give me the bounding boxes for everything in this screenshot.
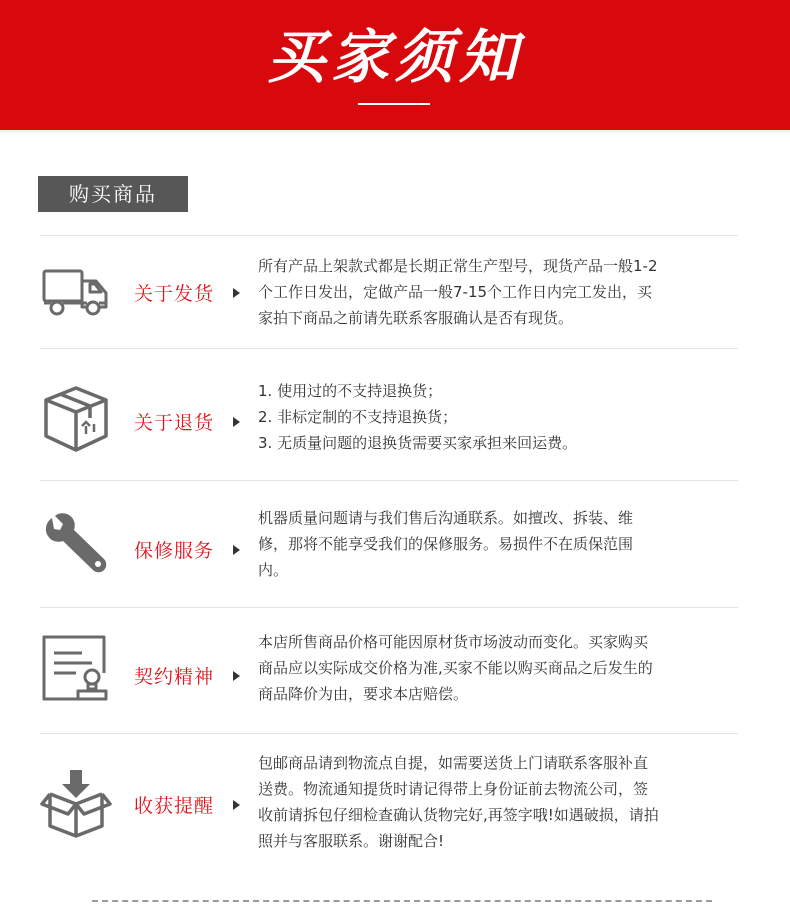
item-description: [258, 629, 746, 707]
arrow-right-icon: [233, 417, 240, 427]
description-line: 家拍下商品之前请先联系客服确认是否有现货。: [258, 309, 574, 327]
description-line: 2. 非标定制的不支持退换货；: [258, 408, 458, 426]
notice-item-contract: [0, 625, 790, 725]
divider: [40, 607, 738, 608]
arrow-right-icon: [233, 545, 240, 555]
dashed-divider: [92, 900, 712, 902]
description-line: 机器质量问题请与我们售后沟通联系。如擅改、拆装、维: [258, 509, 634, 527]
description-line: 3. 无质量问题的退换货需要买家承担来回运费。: [258, 434, 578, 452]
arrow-right-icon: [233, 288, 240, 298]
item-label: 契约精神: [134, 666, 215, 688]
divider: [40, 733, 738, 734]
description-line: 商品应以实际成交价格为准,买家不能以购买商品之后发生的: [258, 659, 653, 677]
description-line: 个工作日发出，定做产品一般7-15个工作日内完工发出，买: [258, 283, 653, 301]
item-label: 关于发货: [134, 283, 215, 305]
description-line: 照并与客服联系。谢谢配合!: [258, 832, 445, 850]
notice-item-warranty: [0, 500, 790, 600]
divider: [40, 235, 738, 236]
description-line: 1. 使用过的不支持退换货；: [258, 382, 443, 400]
item-description: [258, 750, 746, 854]
description-line: 修，那将不能享受我们的保修服务。易损件不在质保范围: [258, 535, 634, 553]
page-title: 买家须知: [266, 23, 523, 91]
notice-item-shipping: [0, 248, 790, 338]
description-line: 内。: [258, 561, 289, 579]
item-description: [258, 378, 746, 456]
item-label: 保修服务: [134, 540, 215, 562]
wrench-icon: [38, 508, 114, 584]
divider: [40, 348, 738, 349]
item-label: 关于退货: [134, 412, 215, 434]
notice-item-returns: [0, 372, 790, 472]
section-tag: 购买商品: [38, 176, 188, 212]
title-underline: [358, 103, 430, 105]
description-line: 商品降价为由，要求本店赔偿。: [258, 685, 469, 703]
item-description: [258, 505, 746, 583]
contract-stamp-icon: [38, 631, 114, 707]
description-line: 包邮商品请到物流点自提，如需要送货上门请联系客服补直: [258, 754, 649, 772]
description-line: 送费。物流通知提货时请记得带上身份证前去物流公司，签: [258, 780, 649, 798]
description-line: 收前请拆包仔细检查确认货物完好,再签字哦!如遇破损，请拍: [258, 806, 659, 824]
item-label: 收获提醒: [134, 795, 215, 817]
divider: [40, 480, 738, 481]
header-banner: [0, 0, 790, 133]
arrow-right-icon: [233, 800, 240, 810]
description-line: 本店所售商品价格可能因原材货市场波动而变化。买家购买: [258, 633, 649, 651]
open-box-download-icon: [38, 764, 114, 840]
arrow-right-icon: [233, 671, 240, 681]
item-description: [258, 253, 746, 331]
description-line: 所有产品上架款式都是长期正常生产型号，现货产品一般1-2: [258, 257, 658, 275]
notice-item-receiving: [0, 748, 790, 878]
package-box-icon: [38, 382, 114, 458]
delivery-truck-icon: [38, 253, 114, 329]
